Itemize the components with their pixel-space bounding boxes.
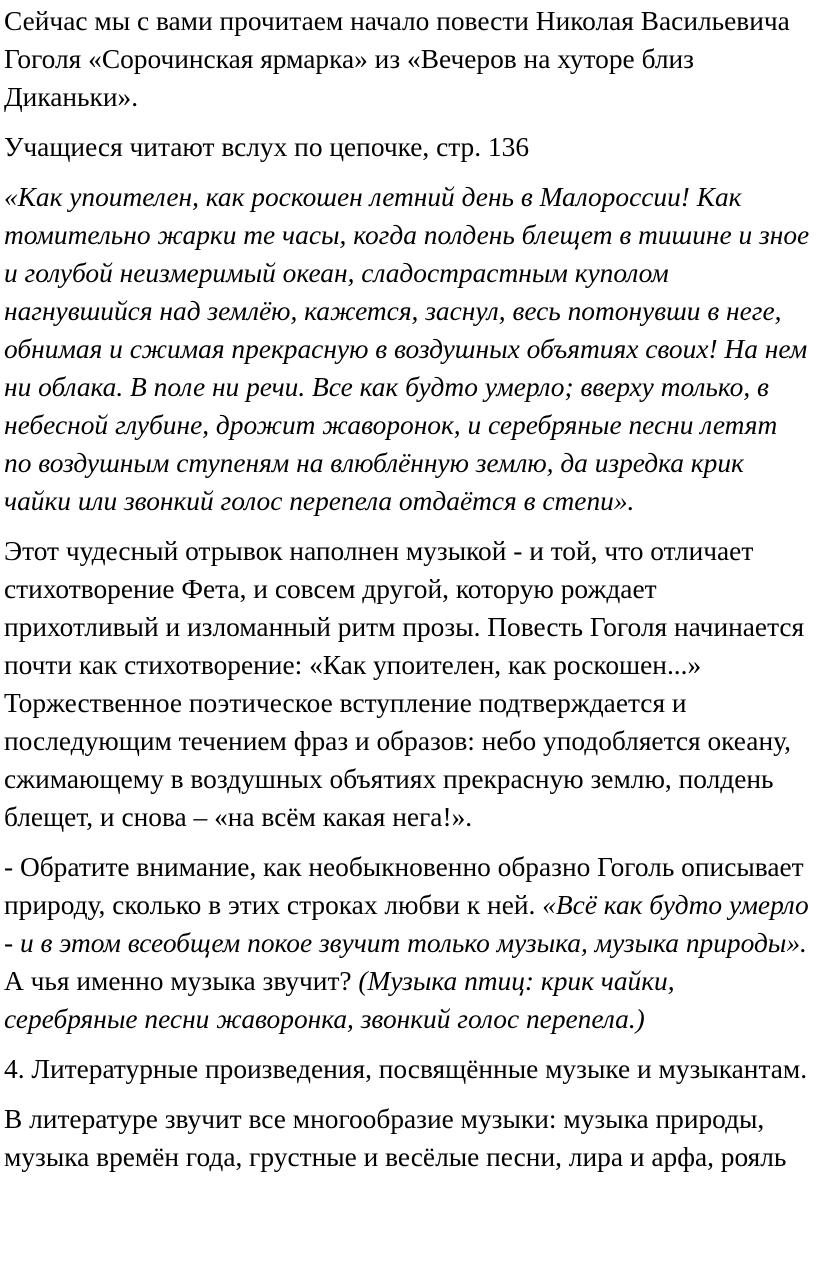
gogol-quote: «Как упоителен, как роскошен летний день в Малороссии! Как томительно жарки те часы, когда полдень блещет в тишине и зное и голубой неизмеримый океан, сладострастным куполом нагнувшийся над землёю, кажется, заснул, весь потонувши в неге, обнимая и сжимая прекрасную в воздушных объятиях своих! На нем ни облака. В поле ни речи. Все как будто умерло; вверху только, в небесной глубине, дрожит жаворонок, и серебряные песни летят по воздушным ступеням на влюблённую землю, да изредка крик чайки или звонкий голос перепела отдаётся в степи». [4, 182, 810, 516]
reading-instruction: Учащиеся читают вслух по цепочке, стр. 136 [4, 132, 530, 162]
section-heading: 4. Литературные произведения, посвящённые музыке и музыкантам. [4, 1054, 808, 1084]
intro-paragraph: Сейчас мы с вами прочитаем начало повести Николая Васильевича Гоголя «Сорочинская ярмарка» из «Вечеров на хуторе близ Диканьки». [4, 6, 790, 112]
question-quote: «Всё как будто умерло - и в этом всеобщем покое звучит только музыка, музыка природы». [4, 890, 809, 958]
question-ask: А чья именно музыка звучит? [4, 966, 359, 996]
closing-paragraph: В литературе звучит все многообразие музыки: музыка природы, музыка времён года, грустные и весёлые песни, лира и арфа, рояль [4, 1104, 787, 1172]
question-text: - Обратите внимание, как необыкновенно образно Гоголь описывает природу, сколько в этих строках любви к ней. [4, 852, 804, 920]
analysis-paragraph: Этот чудесный отрывок наполнен музыкой - и той, что отличает стихотворение Фета, и совсем другой, которую рождает прихотливый и изломанный ритм прозы. Повесть Гоголя начинается почти как стихотворение: «Как упоителен, как роскошен...» Торжественное поэтическое вступление подтверждается и последующим течением фраз и образов: небо уподобляется океану, сжимающему в воздушных объятиях прекрасную землю, полдень блещет, и снова – «на всём какая нега!». [4, 536, 805, 832]
document-page [4, 2, 810, 1188]
question-answer: (Музыка птиц: крик чайки, серебряные песни жаворонка, звонкий голос перепела.) [4, 966, 675, 1034]
question-paragraph [4, 848, 810, 1038]
